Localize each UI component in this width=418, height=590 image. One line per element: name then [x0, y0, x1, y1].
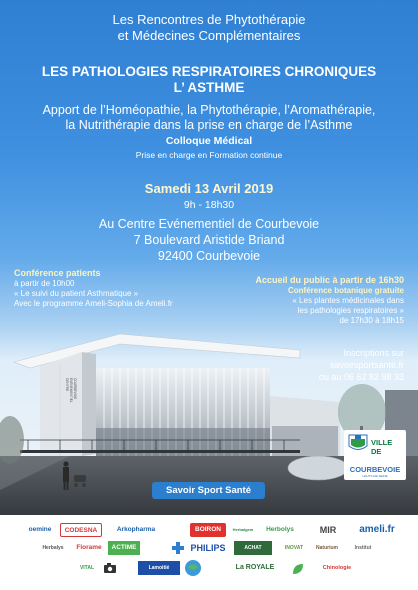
- sponsor-logo: Florame: [76, 544, 102, 551]
- sponsor-logo: MIR: [319, 525, 337, 535]
- patients-conference: [14, 267, 173, 309]
- camera-icon: [104, 563, 116, 573]
- pharmacy-cross-icon: [172, 542, 184, 554]
- sponsor-logo: La ROYALE: [235, 564, 275, 571]
- sponsor-logo: Herbalys: [42, 545, 64, 551]
- sponsor-logo: ameli.fr: [359, 524, 395, 535]
- event-hours: 9h - 18h30: [183, 199, 235, 211]
- main-title: LES PATHOLOGIES RESPIRATOIRES CHRONIQUES L’ ASTHME: [41, 64, 377, 95]
- sponsor-logo: Chinologie: [322, 565, 352, 571]
- public-topic-line1: « Les plantes médicinales dans: [292, 296, 404, 305]
- inscriptions-line1: Inscriptions sur: [343, 348, 404, 358]
- public-heading: Accueil du public à partir de 16h30: [255, 275, 404, 285]
- globe-icon: [184, 559, 202, 577]
- ville-courbevoie-logo: [344, 430, 406, 480]
- patients-topic: « Le suivi du patient Asthmatique »: [14, 289, 139, 298]
- patients-heading: Conférence patients: [14, 268, 101, 278]
- sponsor-logo: Institut: [354, 545, 372, 551]
- sponsor-logo: PHILIPS: [190, 543, 226, 553]
- event-date: Samedi 13 Avril 2019: [144, 181, 274, 196]
- sponsor-logo: Herbolys: [266, 526, 294, 533]
- sponsor-logo: ACTIME: [108, 541, 140, 555]
- sponsor-logo: VITAL: [79, 565, 95, 571]
- ville-line1: VILLE: [371, 438, 393, 447]
- inscriptions: [319, 347, 404, 383]
- inscriptions-website: savoirsportsanté.fr: [329, 360, 404, 370]
- event-venue: Au Centre Evénementiel de Courbevoie: [98, 217, 320, 231]
- series-title: Les Rencontres de Phytothérapie et Médecines Complémentaires: [112, 12, 306, 43]
- sponsor-logo: BOIRON: [190, 523, 226, 537]
- building-sign-line3: COURBEVOIE: [73, 378, 77, 400]
- event-address-street: 7 Boulevard Aristide Briand: [133, 233, 285, 247]
- savoir-sport-sante-banner: Savoir Sport Santé: [152, 482, 265, 499]
- ville-line4: HAUTS-DE-SEINE: [362, 474, 388, 478]
- public-conf-title: Conférence botanique gratuite: [287, 286, 404, 295]
- colloque-label: Colloque Médical: [165, 135, 253, 147]
- event-address-city: 92400 Courbevoie: [157, 249, 261, 263]
- building-sign-line2: ÉVÉNEMENTIEL: [69, 378, 73, 403]
- sponsor-logo: Lamoitié: [138, 561, 180, 575]
- patients-programme: Avec le programme Ameli-Sophia de Ameli.fr: [14, 299, 173, 308]
- sponsor-logo: INOVAT: [284, 545, 304, 551]
- inscriptions-phone: ou au 06 62 82 98 33: [318, 372, 404, 382]
- public-conference: [255, 275, 404, 326]
- leaf-icon: [292, 563, 304, 575]
- building-sign-line1: CENTRE: [65, 378, 69, 392]
- public-topic-line2: les pathologies respiratoires »: [297, 306, 404, 315]
- patients-time: à partir de 10h00: [14, 279, 75, 288]
- public-time: de 17h30 à 18h15: [339, 316, 404, 325]
- sponsor-logo: oemine: [28, 526, 52, 533]
- subtitle: Apport de l’Homéopathie, la Phytothérapie, l’Aromathérapie, la Nutrithérapie dans la prise en charge de l’Asthme: [42, 103, 376, 132]
- sponsor-logo-strip: [0, 515, 418, 590]
- sponsor-logo: CODESNA: [60, 523, 102, 537]
- sponsor-logo: ACHAT: [234, 541, 272, 555]
- sponsor-logo: Arkopharma: [116, 526, 156, 533]
- ville-line2: DE: [371, 447, 382, 456]
- formation-label: Prise en charge en Formation continue: [135, 150, 283, 160]
- ville-line3: COURBEVOIE: [349, 465, 401, 474]
- sponsor-logo: Naturium: [316, 545, 338, 551]
- sponsor-logo: Herbalgem: [232, 527, 254, 532]
